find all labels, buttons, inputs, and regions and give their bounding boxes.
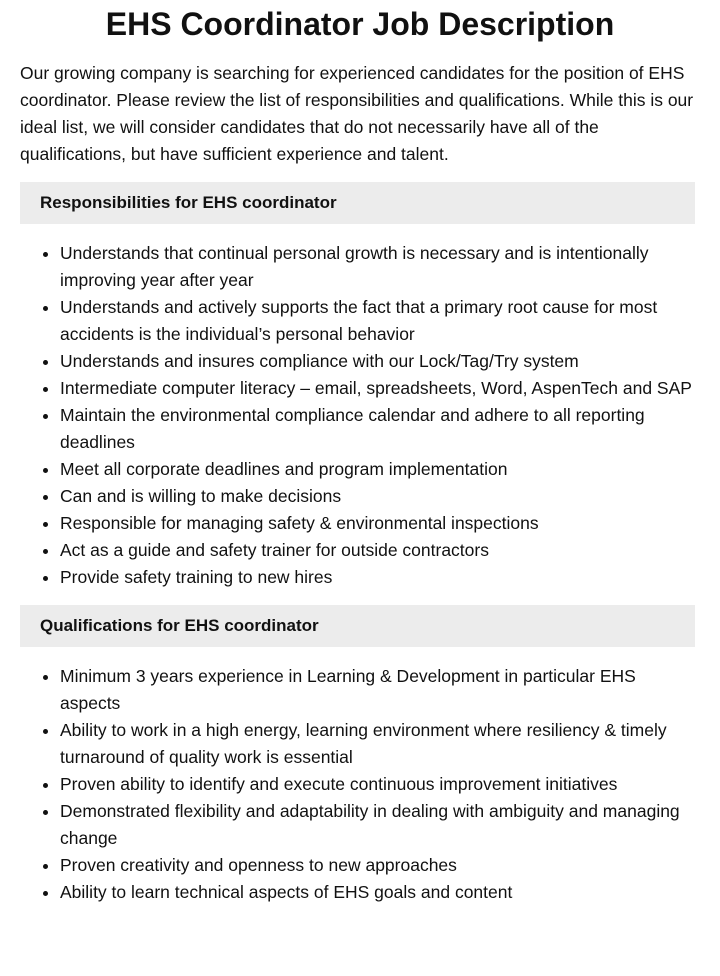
list-item: • Maintain the environmental compliance calendar and adhere to all reporting deadlines bbox=[60, 402, 700, 456]
list-item: • Ability to work in a high energy, learning environment where resiliency & timely turnaround of quality work is essential bbox=[60, 717, 700, 771]
list-item: • Responsible for managing safety & environmental inspections bbox=[60, 510, 700, 537]
list-item: • Intermediate computer literacy – email, spreadsheets, Word, AspenTech and SAP bbox=[60, 375, 700, 402]
page-title: EHS Coordinator Job Description bbox=[105, 6, 615, 42]
list-item: • Meet all corporate deadlines and program implementation bbox=[60, 456, 700, 483]
section-heading: Responsibilities for EHS coordinator bbox=[20, 182, 695, 224]
list-item: • Understands that continual personal growth is necessary and is intentionally improving year after year bbox=[60, 240, 700, 294]
section-list bbox=[20, 663, 700, 906]
list-item: • Understands and insures compliance with our Lock/Tag/Try system bbox=[60, 348, 700, 375]
list-item: • Demonstrated flexibility and adaptability in dealing with ambiguity and managing change bbox=[60, 798, 700, 852]
intro-paragraph: Our growing company is searching for experienced candidates for the position of EHS coordinator. Please review the list of responsibilities and qualifications. While this is our ideal list, we will consider candidates that do not necessarily have all of the qualifications, but have sufficient experience and talent. bbox=[20, 63, 694, 164]
list-item: • Act as a guide and safety trainer for outside contractors bbox=[60, 537, 700, 564]
section-heading: Qualifications for EHS coordinator bbox=[20, 605, 695, 647]
list-item: • Ability to learn technical aspects of EHS goals and content bbox=[60, 879, 700, 906]
list-item: • Can and is willing to make decisions bbox=[60, 483, 700, 510]
list-item: • Understands and actively supports the fact that a primary root cause for most accidents is the individual’s personal behavior bbox=[60, 294, 700, 348]
list-item: • Proven ability to identify and execute continuous improvement initiatives bbox=[60, 771, 700, 798]
list-item: • Provide safety training to new hires bbox=[60, 564, 700, 591]
section-list bbox=[20, 240, 700, 591]
list-item: • Proven creativity and openness to new approaches bbox=[60, 852, 700, 879]
list-item: • Minimum 3 years experience in Learning & Development in particular EHS aspects bbox=[60, 663, 700, 717]
